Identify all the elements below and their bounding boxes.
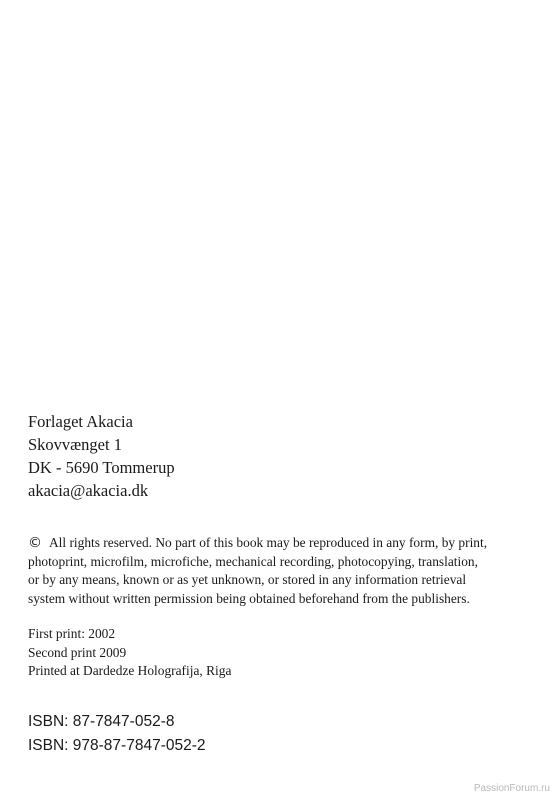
publisher-address: [28, 410, 175, 502]
copyright-icon: ©: [28, 535, 42, 551]
publisher-street: Skovvænget 1: [28, 435, 122, 454]
publisher-email: akacia@akacia.dk: [28, 481, 149, 500]
site-watermark: PassionForum.ru: [473, 783, 550, 794]
second-print: Second print 2009: [28, 644, 127, 660]
copyright-line: or by any means, known or as yet unknown, or stored in any information retrieval: [28, 572, 467, 587]
publisher-city: DK - 5690 Tommerup: [28, 458, 175, 477]
copyright-notice: [28, 534, 548, 608]
first-print: First print: 2002: [28, 626, 116, 641]
copyright-text: All rights reserved. No part of this book may be reproduced in any form, by print,: [49, 535, 488, 550]
print-history: [28, 625, 231, 681]
copyright-line: [28, 534, 548, 553]
copyright-line: system without written permission being obtained beforehand from the publishers.: [28, 590, 470, 606]
printer-credit: Printed at Dardedze Holografija, Riga: [28, 663, 232, 678]
isbn-block: [28, 710, 206, 758]
publisher-name: Forlaget Akacia: [28, 412, 133, 431]
isbn-10: ISBN: 87-7847-052-8: [28, 713, 175, 730]
copyright-line: photoprint, microfilm, microfiche, mechanical recording, photocopying, translation,: [28, 553, 478, 569]
isbn-13: ISBN: 978-87-7847-052-2: [28, 737, 206, 754]
